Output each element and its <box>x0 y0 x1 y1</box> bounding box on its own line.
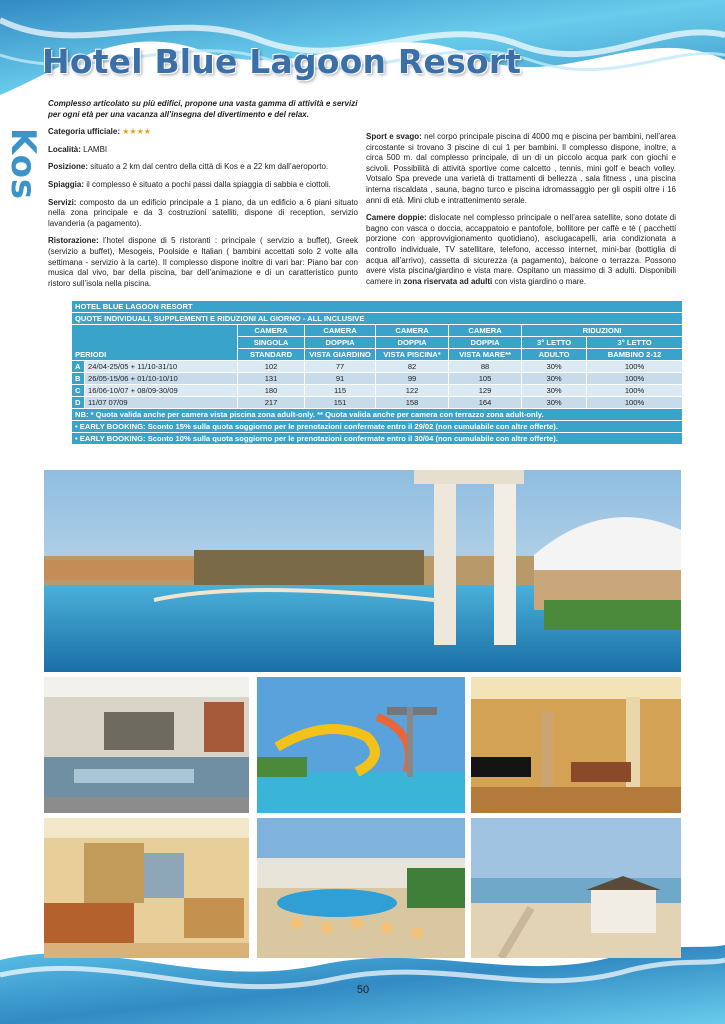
table-cell: 100% <box>587 361 683 373</box>
table-cell: 100% <box>587 397 683 409</box>
table-cell: 105 <box>449 373 522 385</box>
table-cell: 100% <box>587 385 683 397</box>
header-cell: STANDARD <box>238 349 305 361</box>
header-cell: RIDUZIONI <box>522 325 683 337</box>
location-text: LAMBI <box>83 144 108 154</box>
table-cell: 77 <box>305 361 376 373</box>
position-label: Posizione: <box>48 162 89 172</box>
table-cell: 99 <box>376 373 449 385</box>
row-code: B <box>72 373 85 385</box>
row-period: 11/07 07/09 <box>85 397 238 409</box>
photo-water-slides <box>257 677 465 813</box>
rooms-label: Camere doppie: <box>366 213 427 223</box>
services-text: composto da un edificio principale a 1 piano, da un edificio a 6 piani situato nella zona principale e da 3 costruzioni satelliti, dispone di reception, servizio lavanderia (a pagamento). <box>48 197 358 228</box>
rooms-text: dislocate nel complesso principale o nell’area satellite, sono dotate di bagno con vasca o doccia, accappatoio e pantofole, bollitore per caffè e tè ( pacchetti porzione con approvvigionamento quotidiano), asciugacapelli, aria condizionata a controllo individuale, TV satellitare, telefono, accesso internet, mini-bar (bottiglia di acqua all’arrivo), cassetta di sicurezza (a pagamento), balcone o terrazza. Possono avere vista piscina/giardino e vista mare. Ospitano un massimo di 3 adulti. Disponibili camere in <box>366 213 676 286</box>
header-cell: VISTA MARE** <box>449 349 522 361</box>
table-cell: 30% <box>522 385 587 397</box>
page-number: 50 <box>356 984 370 996</box>
sport-text: nel corpo principale piscina di 4000 mq e piscina per bambini, nell’area circostante si trovano 3 piscine di cui 1 per bambini. Il complesso dispone, inoltre, a circa 500 m. dal complesso principale, di un di un piccolo acqua park con giochi e scivoli. Possibilità di attività sportive come calcetto , tennis, mini golf e beach volley. Votsalo Spa prevede una varietà di trattamenti di bellezza , sala fitness , una piscina interna riscaldata , sauna, bagno turco e piscina idromassaggio per gli ospiti oltre i 16 anni di età. Mini club e intrattenimento serale. <box>366 132 676 205</box>
header-periods: PERIODI <box>72 325 238 361</box>
row-period: 16/06-10/07 + 08/09-30/09 <box>85 385 238 397</box>
header-cell: CAMERA <box>376 325 449 337</box>
dining-text: l’hotel dispone di 5 ristoranti : principale ( servizio a buffet), Greek (servizio a buffet), Mesogeis, Poolside e Italian ( bambini accettati solo 2 volte alla settimana - servizio à la carte). Il complesso dispone inoltre di vari bar: Piano bar con musica dal vivo, bar della piscina, bar dell’animazione e di un caratteristico punto ristoro sull’isola nella piscina. <box>48 236 358 288</box>
category-label: Categoria ufficiale: <box>48 127 121 137</box>
side-destination-label: Kos <box>3 127 43 201</box>
header-cell: DOPPIA <box>376 337 449 349</box>
table-row <box>72 385 683 397</box>
table-cell: 100% <box>587 373 683 385</box>
header-cell: CAMERA <box>238 325 305 337</box>
row-code: A <box>72 361 85 373</box>
rates-table <box>71 300 683 445</box>
description-right-column <box>366 132 676 294</box>
row-period: 24/04-25/05 + 11/10-31/10 <box>85 361 238 373</box>
table-cell: 129 <box>449 385 522 397</box>
early-booking-note: • EARLY BOOKING: Sconto 15% sulla quota soggiorno per le prenotazioni confermate entro il 29/02 (non cumulabile con altre offerte). <box>72 421 683 433</box>
table-row <box>72 397 683 409</box>
services-label: Servizi: <box>48 197 77 207</box>
table-cell: 30% <box>522 397 587 409</box>
table-cell: 82 <box>376 361 449 373</box>
header-cell: DOPPIA <box>449 337 522 349</box>
table-cell: 151 <box>305 397 376 409</box>
row-period: 26/05-15/06 + 01/10-10/10 <box>85 373 238 385</box>
table-cell: 102 <box>238 361 305 373</box>
row-code: C <box>72 385 85 397</box>
table-cell: 180 <box>238 385 305 397</box>
photo-main-pool <box>44 470 681 672</box>
header-cell: BAMBINO 2-12 <box>587 349 683 361</box>
table-cell: 131 <box>238 373 305 385</box>
table-cell: 88 <box>449 361 522 373</box>
location-label: Località: <box>48 144 81 154</box>
category-stars-icon: ★★★★ <box>122 127 151 137</box>
table-cell: 164 <box>449 397 522 409</box>
header-cell: ADULTO <box>522 349 587 361</box>
page-title: Hotel Blue Lagoon Resort <box>42 42 522 81</box>
header-cell: SINGOLA <box>238 337 305 349</box>
table-cell: 158 <box>376 397 449 409</box>
photo-beach-cabana <box>471 818 681 958</box>
row-code: D <box>72 397 85 409</box>
table-row <box>72 361 683 373</box>
table-cell: 115 <box>305 385 376 397</box>
table-cell: 30% <box>522 373 587 385</box>
header-cell: CAMERA <box>449 325 522 337</box>
dining-label: Ristorazione: <box>48 236 99 246</box>
table-title: HOTEL BLUE LAGOON RESORT <box>72 301 683 313</box>
table-note-row <box>72 421 683 433</box>
description-left-column <box>48 99 358 296</box>
header-cell: 3° LETTO <box>587 337 683 349</box>
table-header-row <box>72 325 683 337</box>
header-cell: VISTA PISCINA* <box>376 349 449 361</box>
photo-lounge-bar <box>471 677 681 813</box>
table-note-row <box>72 409 683 421</box>
table-cell: 30% <box>522 361 587 373</box>
table-note: NB: * Quota valida anche per camera vista piscina zona adult-only. ** Quota valida anche per camera con terrazzo zona adult-only. <box>72 409 683 421</box>
sport-label: Sport e svago: <box>366 132 422 141</box>
table-cell: 122 <box>376 385 449 397</box>
table-cell: 217 <box>238 397 305 409</box>
photo-pool-aerial <box>257 818 465 958</box>
rooms-adults-only: zona riservata ad adulti <box>403 276 493 286</box>
intro-text: Complesso articolato su più edifici, propone una vasta gamma di attività e servizi per ogni età per una vacanza all’insegna del divertimento e del relax. <box>48 99 358 119</box>
early-booking-note: • EARLY BOOKING: Sconto 10% sulla quota soggiorno per le prenotazioni confermate entro il 30/04 (non cumulabile con altre offerte). <box>72 433 683 445</box>
photo-bedroom <box>44 818 249 958</box>
rooms-tail: con vista giardino o mare. <box>492 276 587 286</box>
photo-indoor-pool <box>44 677 249 813</box>
table-cell: 91 <box>305 373 376 385</box>
position-text: situato a 2 km dal centro della città di Kos e a 22 km dall’aeroporto. <box>90 162 329 172</box>
beach-label: Spiaggia: <box>48 179 85 189</box>
header-cell: 3° LETTO <box>522 337 587 349</box>
beach-text: il complesso è situato a pochi passi dalla spiaggia di sabbia e ciottoli. <box>86 179 331 189</box>
table-note-row <box>72 433 683 445</box>
table-subtitle: QUOTE INDIVIDUALI, SUPPLEMENTI E RIDUZIONI AL GIORNO - ALL INCLUSIVE <box>72 313 683 325</box>
table-row <box>72 373 683 385</box>
header-cell: DOPPIA <box>305 337 376 349</box>
header-cell: CAMERA <box>305 325 376 337</box>
header-cell: VISTA GIARDINO <box>305 349 376 361</box>
